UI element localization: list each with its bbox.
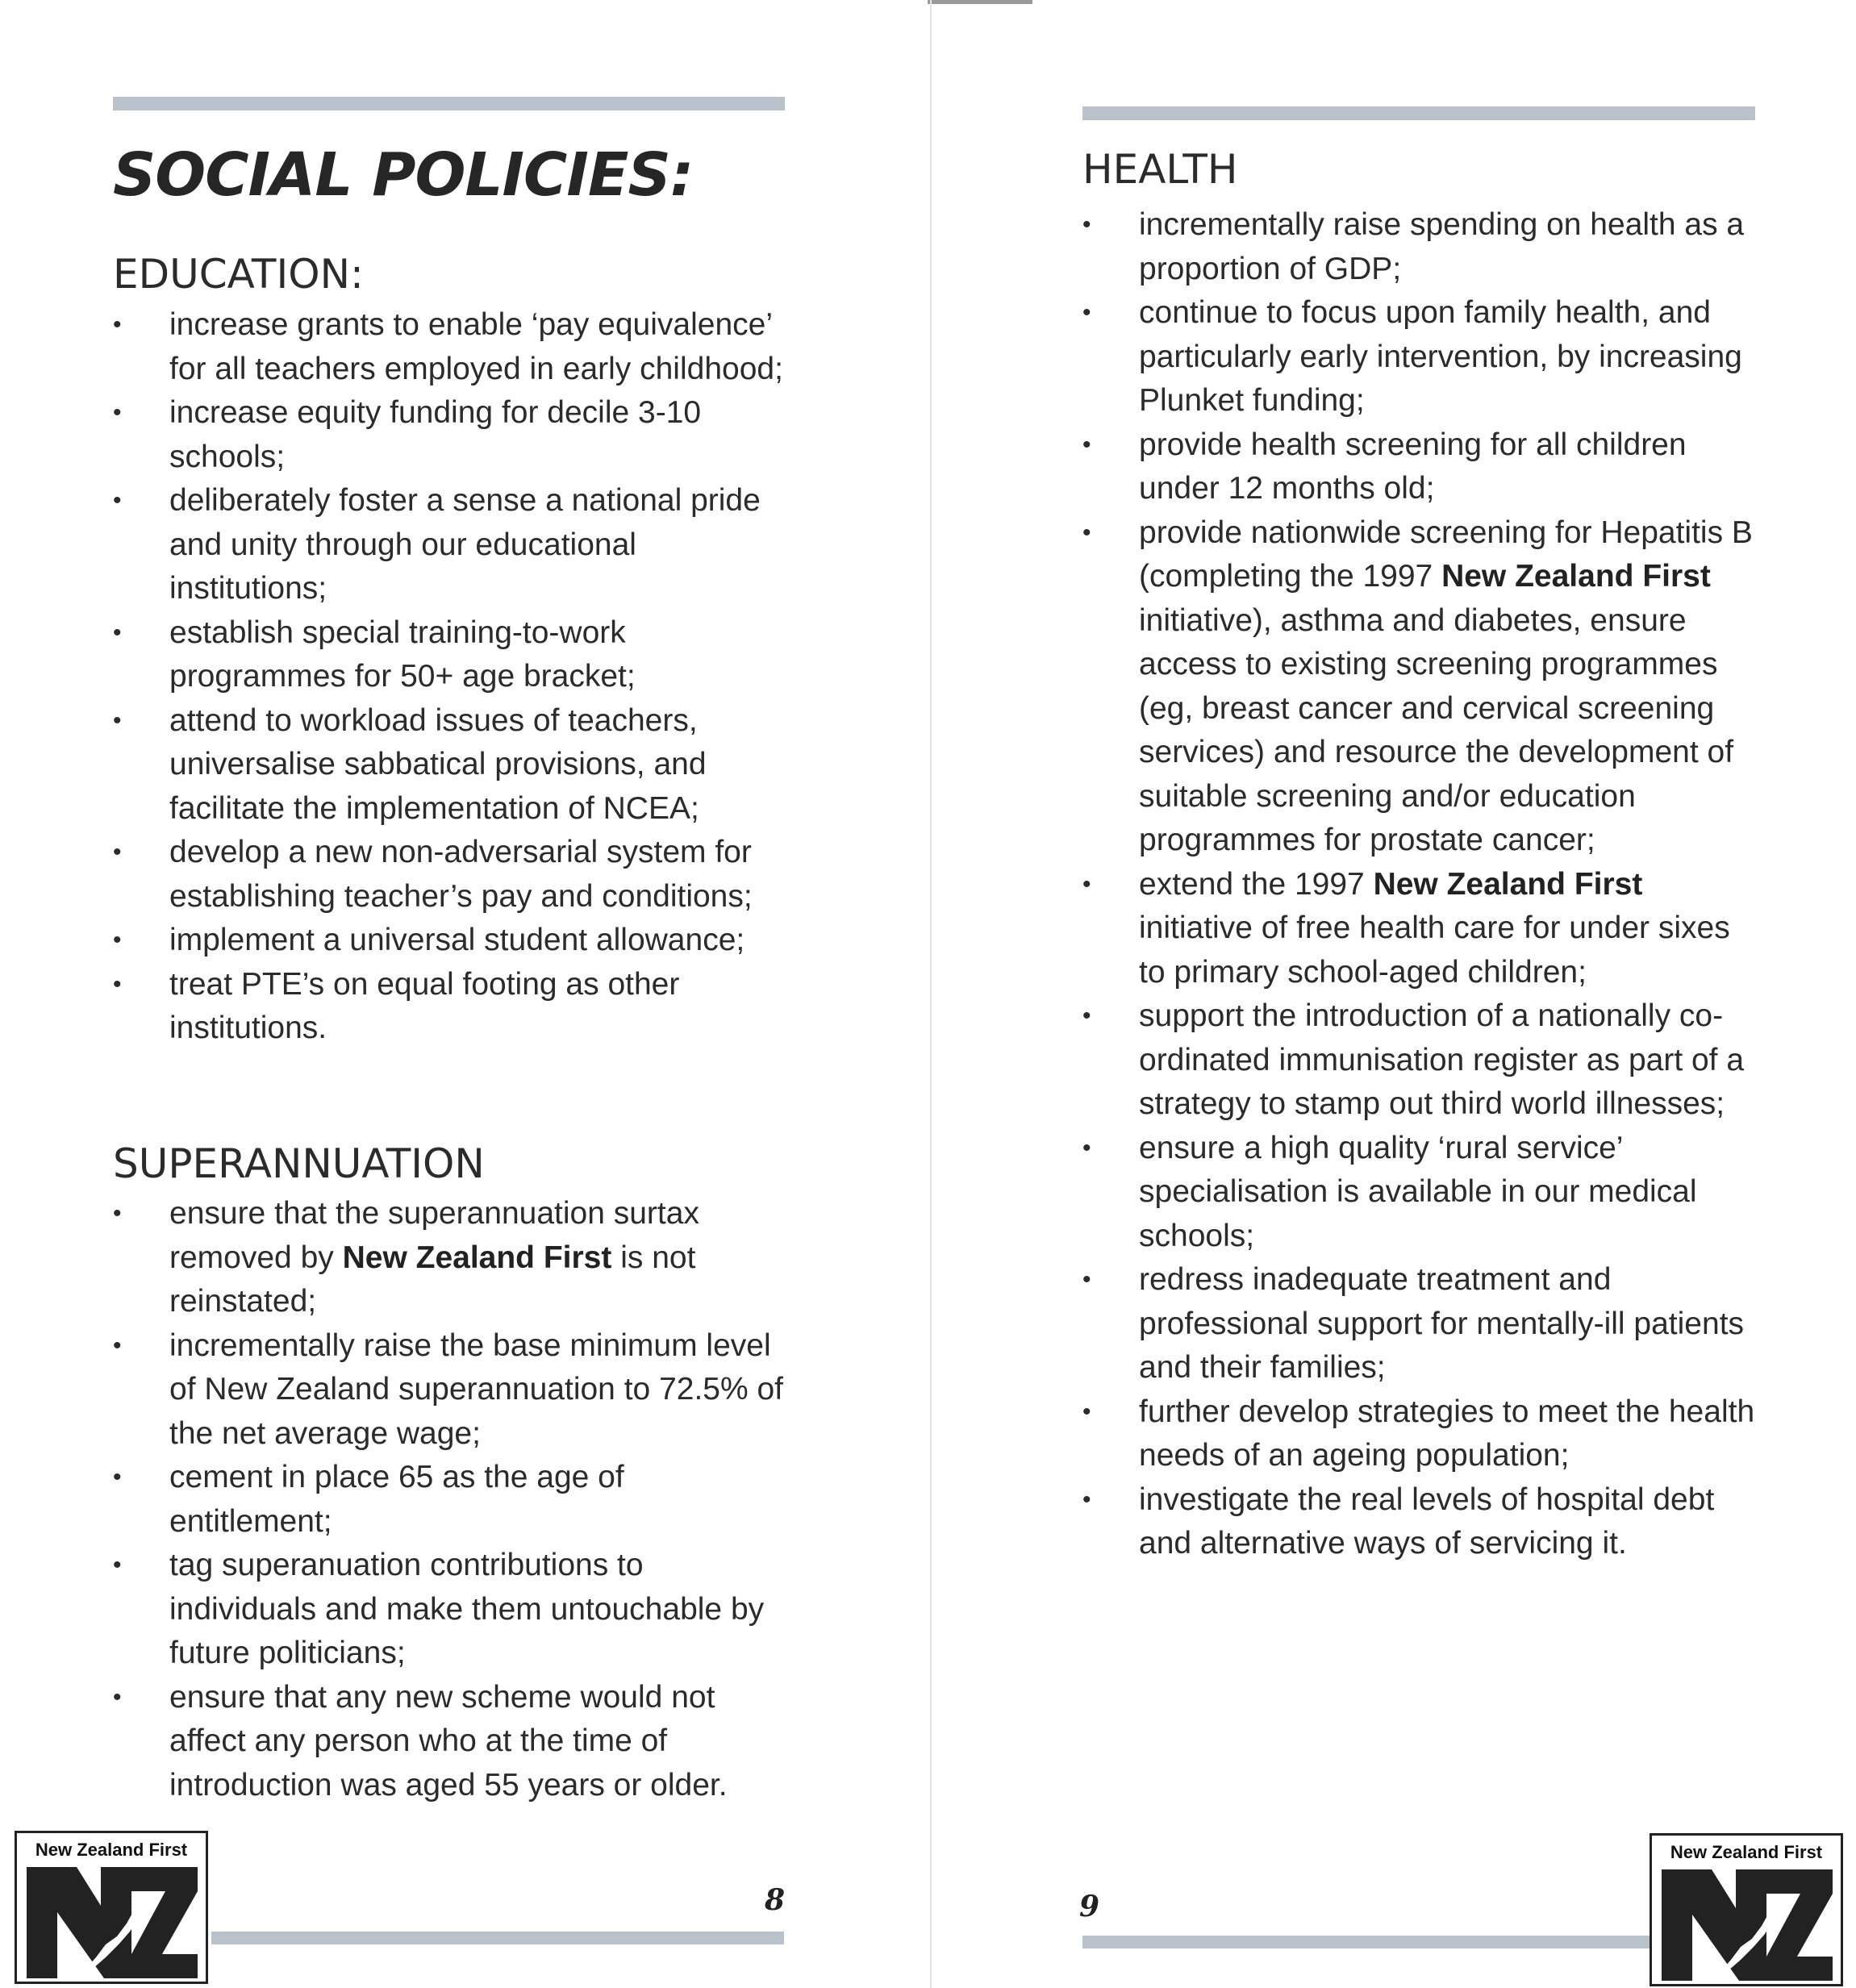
list-item — [113, 611, 790, 699]
item-text: investigate the real levels of hospital debt and alternative ways of servicing it. — [1139, 1482, 1715, 1561]
party-name: New Zealand First — [1373, 866, 1643, 902]
list-item — [1082, 423, 1760, 511]
item-text: continue to focus upon family health, and particularly early intervention, by increasing Plunket funding; — [1139, 295, 1742, 418]
item-text: increase equity funding for decile 3-10 schools; — [169, 395, 702, 474]
logo-text: New Zealand First — [35, 1840, 188, 1860]
item-text: provide nationwide screening for Hepatitis B (completing the 1997 — [1139, 515, 1753, 594]
item-text-continued: initiative), asthma and diabetes, ensure access to existing screening programmes (eg, breast cancer and cervical screening services) and resource the development of suitable screening and/or education programmes for prostate cancer; — [1139, 602, 1734, 857]
item-text: implement a universal student allowance; — [169, 923, 745, 957]
list-item — [1082, 511, 1760, 863]
list-item — [1082, 1478, 1760, 1566]
logo-text: New Zealand First — [1670, 1842, 1823, 1862]
item-text: redress inadequate treatment and professional support for mentally-ill patients and their families; — [1139, 1262, 1745, 1385]
health-heading: HEALTH — [1082, 146, 1238, 193]
item-text: increase grants to enable ‘pay equivalence’ for all teachers employed in early childhood; — [169, 307, 783, 386]
item-text: provide health screening for all children under 12 months old; — [1139, 427, 1687, 506]
nz-logo-icon — [27, 1867, 198, 1978]
item-text: ensure that the superannuation surtax removed by — [169, 1196, 699, 1275]
item-text: support the introduction of a nationally co-ordinated immunisation register as part of a strategy to stamp out third world illnesses; — [1139, 998, 1745, 1121]
superannuation-heading: SUPERANNUATION — [113, 1140, 485, 1187]
bottom-rule — [211, 1932, 784, 1944]
item-text: cement in place 65 as the age of entitlement; — [169, 1460, 624, 1539]
item-text: ensure a high quality ‘rural service’ specialisation is available in our medical schools; — [1139, 1130, 1697, 1253]
list-item — [1082, 1390, 1760, 1478]
item-text: establish special training-to-work programmes for 50+ age bracket; — [169, 615, 636, 694]
list-item — [113, 919, 790, 963]
item-text: tag superanuation contributions to individuals and make them untouchable by future politicians; — [169, 1548, 765, 1670]
nz-first-logo — [15, 1831, 208, 1984]
list-item — [1082, 203, 1760, 291]
item-text: further develop strategies to meet the health needs of an ageing population; — [1139, 1394, 1755, 1473]
list-item — [113, 303, 790, 391]
list-item — [1082, 291, 1760, 423]
list-item — [113, 1676, 790, 1808]
item-text: treat PTE’s on equal footing as other institutions. — [169, 966, 680, 1045]
item-text-continued: is not reinstated; — [169, 1240, 696, 1319]
list-item — [1082, 1258, 1760, 1390]
item-text-continued: initiative of free health care for under sixes to primary school-aged children; — [1139, 911, 1730, 990]
education-list — [113, 303, 790, 1051]
list-item — [113, 963, 790, 1051]
list-item — [113, 1456, 790, 1544]
list-item — [1082, 994, 1760, 1127]
page-number: 9 — [1079, 1890, 1100, 1923]
item-text: incrementally raise spending on health as a proportion of GDP; — [1139, 207, 1745, 286]
item-text: extend the 1997 — [1139, 866, 1374, 902]
item-text: develop a new non-adversarial system for establishing teacher’s pay and conditions; — [169, 835, 753, 914]
health-list — [1082, 203, 1760, 1566]
list-item — [1082, 1127, 1760, 1259]
superannuation-list — [113, 1192, 790, 1807]
list-item — [113, 1544, 790, 1676]
nz-logo-icon — [1662, 1869, 1833, 1981]
item-text: ensure that any new scheme would not affect any person who at the time of introduction was aged 55 years or older. — [169, 1679, 728, 1803]
top-rule — [113, 97, 785, 110]
list-item — [113, 479, 790, 611]
list-item — [113, 699, 790, 831]
right-page — [928, 0, 1856, 1988]
education-heading: EDUCATION: — [113, 251, 364, 298]
party-name: New Zealand First — [342, 1240, 612, 1275]
page-number: 8 — [765, 1883, 786, 1917]
list-item — [113, 391, 790, 479]
item-text: attend to workload issues of teachers, universalise sabbatical provisions, and facilitate the implementation of NCEA; — [169, 702, 707, 826]
list-item — [113, 1192, 790, 1324]
item-text: deliberately foster a sense a national pride and unity through our educational institutions; — [169, 483, 761, 606]
list-item — [1082, 863, 1760, 995]
item-text: incrementally raise the base minimum level of New Zealand superannuation to 72.5% of the net average wage; — [169, 1327, 784, 1451]
top-rule — [1082, 106, 1755, 120]
nz-first-logo — [1650, 1833, 1843, 1986]
list-item — [113, 1324, 790, 1457]
list-item — [113, 831, 790, 919]
page-title: SOCIAL POLICIES: — [113, 140, 694, 210]
party-name: New Zealand First — [1441, 559, 1711, 594]
